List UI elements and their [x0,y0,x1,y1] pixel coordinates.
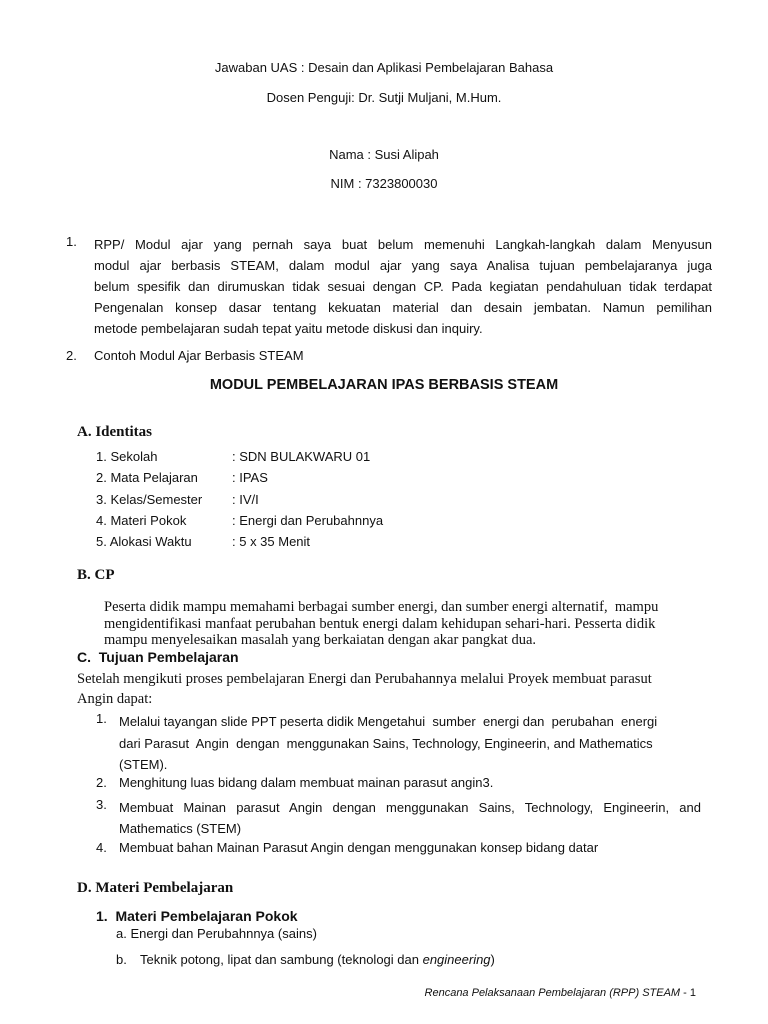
objective-intro-line: Setelah mengikuti proses pembelajaran Energi dan Perubahannya melalui Proyek membuat parasut [77,671,652,687]
footer-text: Rencana Pelaksanaan Pembelajaran (RPP) STEAM [424,987,681,999]
answer-2-number: 2. [66,348,77,363]
answer-1-number: 1. [66,234,77,249]
identity-row [96,489,383,510]
objective-line: dari Parasut Angin dengan menggunakan Sains, Technology, Engineerin, and Mathematics [119,735,653,751]
identity-value: : IV/I [232,491,259,507]
identity-value: : SDN BULAKWARU 01 [232,449,371,464]
material-item-b-italic: engineering [422,952,491,967]
answer-1-line: RPP/ Modul ajar yang pernah saya buat belum memenuhi Langkah-langkah dalam Menyusun [94,237,712,252]
identity-label: 5. Alokasi Waktu [96,534,192,550]
material-item-b-text: Teknik potong, lipat dan sambung (teknologi dan [140,952,423,967]
answer-1-line: Pengenalan konsep dasar tentang kekuatan material dan desain jembatan. Namun pemilihan [94,300,712,315]
section-c-heading: C. Tujuan Pembelajaran [77,649,239,665]
cp-line: Peserta didik mampu memahami berbagai sumber energi, dan sumber energi alternatif, mampu [104,599,659,615]
objective-item [119,797,701,839]
identity-value: : IPAS [232,470,268,486]
section-b-heading: B. CP [77,567,115,583]
identity-row [96,446,383,467]
answer-1-text [94,234,712,339]
exam-title: Jawaban UAS : Desain dan Aplikasi Pembelajaran Bahasa [214,60,554,75]
material-item-b [140,952,495,967]
examiner-line: Dosen Penguji: Dr. Sutji Muljani, M.Hum. [266,90,502,105]
identity-row [96,510,383,531]
identity-value: : Energi dan Perubahnnya [232,512,384,528]
material-item-b-end: ) [490,952,495,967]
student-nim: NIM : 7323800030 [330,176,438,191]
identity-label: 1. Sekolah [96,449,158,464]
page-footer [425,987,696,999]
identity-row [96,531,383,552]
objective-line: Mathematics (STEM) [119,821,242,836]
answer-1-line: modul ajar berbasis STEAM, dalam modul ajar yang saya Analisa tujuan pembelajaranya juga [94,258,712,273]
material-item-a: a. Energi dan Perubahnnya (sains) [116,926,317,941]
section-a-heading: A. Identitas [77,424,153,440]
module-title: MODUL PEMBELAJARAN IPAS BERBASIS STEAM [209,377,559,393]
objective-line: Melalui tayangan slide PPT peserta didik Mengetahui sumber energi dan perubahan energi [119,714,658,729]
answer-1-line: belum spesifik dan dirumuskan tidak sesuai dengan CP. Pada kegiatan pendahuluan tidak terdapat [94,279,712,294]
material-item-b-number: b. [116,952,127,967]
objective-intro-line: Angin dapat: [77,691,153,707]
objective-item: Menghitung luas bidang dalam membuat mainan parasut angin3. [119,775,494,790]
identity-value: : 5 x 35 Menit [232,534,311,550]
objective-item: Membuat bahan Mainan Parasut Angin dengan menggunakan konsep bidang datar [119,840,599,855]
identity-label: 2. Mata Pelajaran [96,470,198,486]
identity-label: 3. Kelas/Semester [96,491,203,507]
answer-2-text: Contoh Modul Ajar Berbasis STEAM [94,348,304,363]
page-number: - 1 [683,987,696,999]
objective-intro [77,669,652,709]
cp-line: mampu menyelesaikan masalah yang berkaiatan dengan akar pangkat dua. [104,632,537,648]
identity-label: 4. Materi Pokok [96,512,187,528]
cp-paragraph [104,599,704,649]
objective-number: 4. [96,840,107,855]
identity-table [96,446,383,552]
student-name: Nama : Susi Alipah [329,147,439,162]
answer-1-line: metode pembelajaran sudah tepat yaitu metode diskusi dan inquiry. [94,321,483,336]
material-subheading: 1. Materi Pembelajaran Pokok [96,908,298,924]
objective-number: 2. [96,775,107,790]
identity-row [96,467,383,488]
objective-line: Membuat Mainan parasut Angin dengan menggunakan Sains, Technology, Engineerin, and [119,800,701,815]
cp-line: mengidentifikasi manfaat perubahan bentuk energi dalam kehidupan sehari-hari. Pesserta didik [104,615,656,632]
section-d-heading: D. Materi Pembelajaran [77,880,234,896]
objective-number: 1. [96,711,107,726]
objective-number: 3. [96,797,107,812]
objective-line: (STEM). [119,757,168,772]
objective-item [119,711,701,776]
